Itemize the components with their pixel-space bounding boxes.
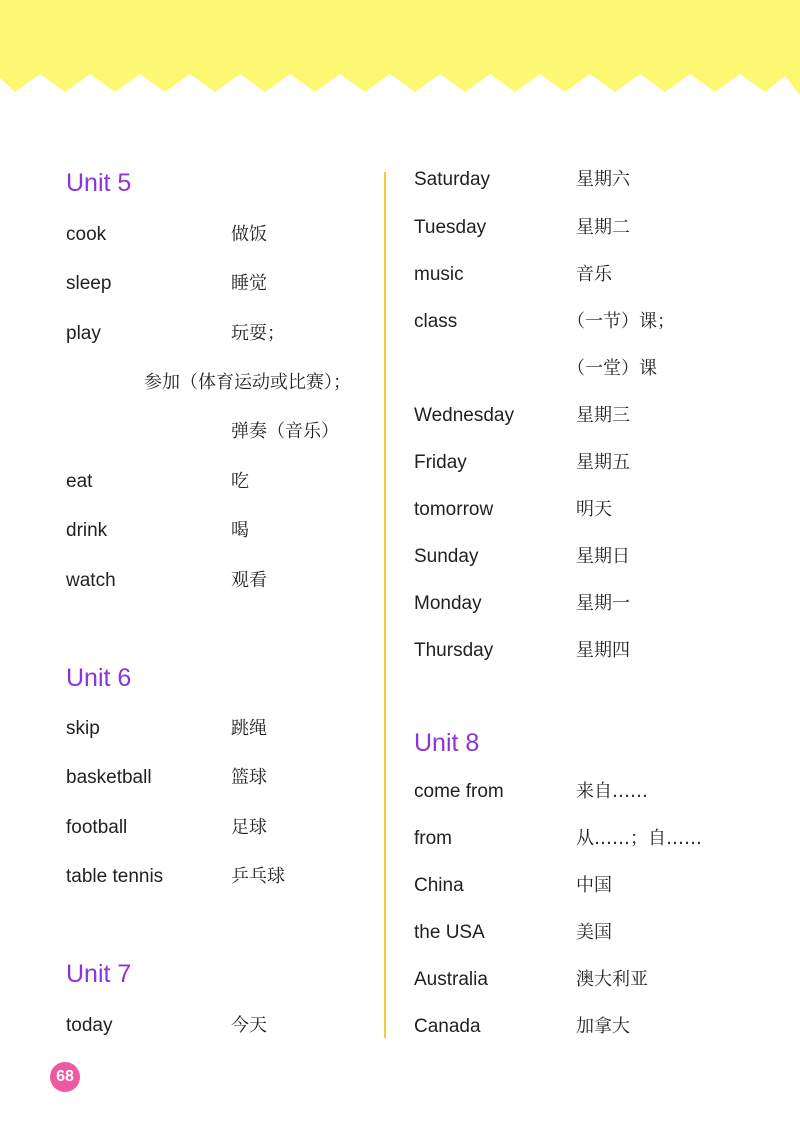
- word-cn-from: 从……；自……: [576, 828, 702, 849]
- word-en-wednesday: Wednesday: [414, 405, 514, 426]
- word-en-cook: cook: [66, 224, 107, 245]
- word-cn-play-2: 参加（体育运动或比赛）；: [144, 372, 351, 393]
- word-cn-table-tennis: 乒乓球: [231, 866, 285, 887]
- word-cn-sunday: 星期日: [576, 546, 630, 567]
- word-cn-cook: 做饭: [231, 224, 267, 245]
- word-en-skip: skip: [66, 718, 100, 739]
- word-en-friday: Friday: [414, 452, 467, 473]
- word-cn-watch: 观看: [231, 570, 267, 591]
- word-cn-canada: 加拿大: [576, 1016, 630, 1037]
- word-en-table-tennis: table tennis: [66, 866, 164, 887]
- word-cn-class: （一节）课；: [567, 311, 675, 332]
- word-en-china: China: [414, 875, 464, 896]
- word-cn-australia: 澳大利亚: [576, 969, 648, 990]
- word-en-play: play: [66, 323, 101, 344]
- unit-8-heading: Unit 8: [414, 729, 480, 757]
- word-en-basketball: basketball: [66, 767, 152, 788]
- word-cn-tomorrow: 明天: [576, 499, 612, 520]
- word-en-canada: Canada: [414, 1016, 481, 1037]
- word-en-come-from: come from: [414, 781, 504, 802]
- word-cn-class-2: （一堂）课: [567, 358, 657, 379]
- word-en-australia: Australia: [414, 969, 488, 990]
- word-en-eat: eat: [66, 471, 93, 492]
- word-cn-eat: 吃: [231, 471, 249, 492]
- word-cn-skip: 跳绳: [231, 718, 267, 739]
- word-cn-football: 足球: [231, 817, 267, 838]
- word-en-watch: watch: [66, 570, 116, 591]
- word-en-football: football: [66, 817, 128, 838]
- word-en-class: class: [414, 311, 458, 332]
- word-en-sunday: Sunday: [414, 546, 479, 567]
- word-cn-play-3: 弹奏（音乐）: [231, 421, 339, 442]
- word-cn-tuesday: 星期二: [576, 217, 630, 238]
- unit-6-heading: Unit 6: [66, 664, 132, 692]
- word-cn-today: 今天: [231, 1015, 267, 1036]
- word-cn-play: 玩耍；: [231, 323, 285, 344]
- word-cn-basketball: 篮球: [231, 767, 267, 788]
- unit-5-heading: Unit 5: [66, 169, 132, 197]
- word-en-monday: Monday: [414, 593, 482, 614]
- word-en-drink: drink: [66, 520, 108, 541]
- word-en-today: today: [66, 1015, 113, 1036]
- word-en-music: music: [414, 264, 464, 285]
- word-en-sleep: sleep: [66, 273, 112, 294]
- word-en-from: from: [414, 828, 452, 849]
- page-number-badge: 68: [50, 1062, 80, 1092]
- unit-7-heading: Unit 7: [66, 960, 132, 988]
- word-cn-drink: 喝: [231, 520, 249, 541]
- word-cn-come-from: 来自……: [576, 781, 648, 802]
- word-cn-music: 音乐: [576, 264, 612, 285]
- word-en-thursday: Thursday: [414, 640, 494, 661]
- word-cn-sleep: 睡觉: [231, 273, 267, 294]
- word-en-usa: the USA: [414, 922, 485, 943]
- word-en-tuesday: Tuesday: [414, 217, 487, 238]
- word-cn-monday: 星期一: [576, 593, 630, 614]
- word-cn-friday: 星期五: [576, 452, 630, 473]
- column-divider: [384, 172, 386, 1038]
- word-cn-usa: 美国: [576, 922, 612, 943]
- word-cn-saturday: 星期六: [576, 169, 630, 190]
- word-cn-china: 中国: [576, 875, 612, 896]
- word-cn-thursday: 星期四: [576, 640, 630, 661]
- word-en-saturday: Saturday: [414, 169, 491, 190]
- word-en-tomorrow: tomorrow: [414, 499, 494, 520]
- word-cn-wednesday: 星期三: [576, 405, 630, 426]
- zigzag-banner: [0, 0, 800, 100]
